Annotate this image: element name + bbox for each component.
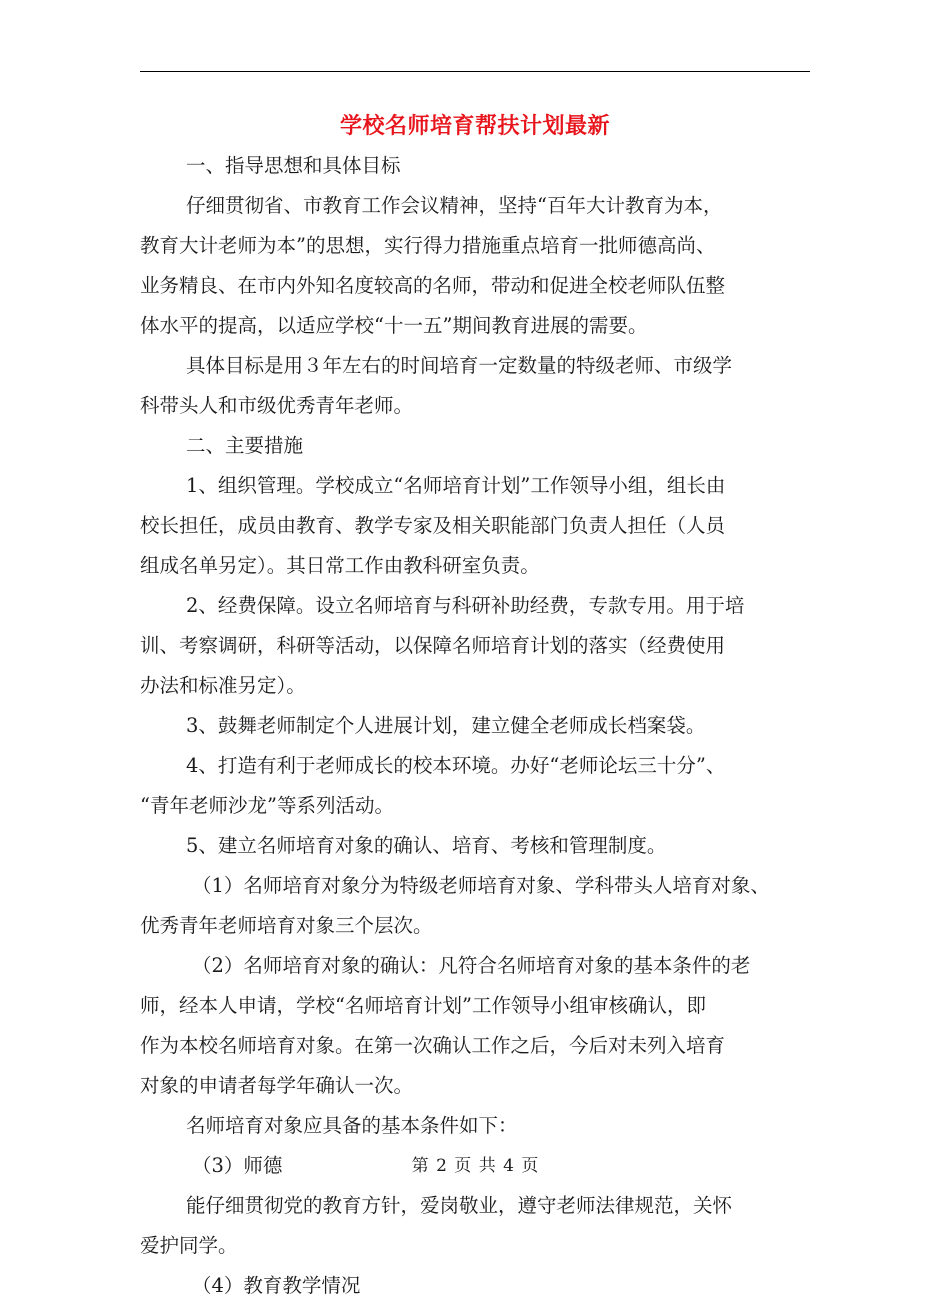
section-heading-2: 二、主要措施 xyxy=(186,434,304,457)
paragraph-line: 1、组织管理。学校成立“名师培育计划”工作领导小组，组长由 xyxy=(186,474,726,497)
paragraph-line: 能仔细贯彻党的教育方针，爱岗敬业，遵守老师法律规范，关怀 xyxy=(186,1194,733,1217)
page-number-footer: 第 2 页 共 4 页 xyxy=(411,1156,539,1176)
paragraph-line: （2）名师培育对象的确认：凡符合名师培育对象的基本条件的老 xyxy=(192,954,751,977)
paragraph-line: 师，经本人申请，学校“名师培育计划”工作领导小组审核确认，即 xyxy=(140,994,706,1017)
paragraph-line: （1）名师培育对象分为特级老师培育对象、学科带头人培育对象、 xyxy=(192,874,770,897)
paragraph-line: 优秀青年老师培育对象三个层次。 xyxy=(140,914,433,937)
subheading-line: （3）师德 xyxy=(192,1154,283,1177)
paragraph-line: 训、考察调研，科研等活动，以保障名师培育计划的落实（经费使用 xyxy=(140,634,726,657)
paragraph-line: 办法和标准另定）。 xyxy=(140,674,306,697)
paragraph-line: 对象的申请者每学年确认一次。 xyxy=(140,1074,414,1097)
paragraph-line: “青年老师沙龙”等系列活动。 xyxy=(140,794,394,817)
document-body xyxy=(140,151,812,1301)
paragraph-line: 3、鼓舞老师制定个人进展计划，建立健全老师成长档案袋。 xyxy=(186,714,706,737)
paragraph-line: 具体目标是用３年左右的时间培育一定数量的特级老师、市级学 xyxy=(186,354,733,377)
paragraph-line: 体水平的提高，以适应学校“十一五”期间教育进展的需要。 xyxy=(140,314,648,337)
paragraph-line: 名师培育对象应具备的基本条件如下： xyxy=(186,1114,518,1137)
subheading-line: （4）教育教学情况 xyxy=(192,1274,361,1297)
paragraph-line: 业务精良、在市内外知名度较高的名师，带动和促进全校老师队伍整 xyxy=(140,274,726,297)
paragraph-line: 科带头人和市级优秀青年老师。 xyxy=(140,394,414,417)
paragraph-line: 教育大计老师为本”的思想，实行得力措施重点培育一批师德高尚、 xyxy=(140,234,716,257)
paragraph-line: 爱护同学。 xyxy=(140,1234,238,1257)
paragraph-line: 校长担任，成员由教育、教学专家及相关职能部门负责人担任（人员 xyxy=(140,514,726,537)
paragraph-line: 2、经费保障。设立名师培育与科研补助经费，专款专用。用于培 xyxy=(186,594,745,617)
paragraph-line: 4、打造有利于老师成长的校本环境。办好“老师论坛三十分”、 xyxy=(186,754,726,777)
paragraph-line: 仔细贯彻省、市教育工作会议精神，坚持“百年大计教育为本， xyxy=(186,194,723,217)
paragraph-line: 5、建立名师培育对象的确认、培育、考核和管理制度。 xyxy=(186,834,667,857)
document-title: 学校名师培育帮扶计划最新 xyxy=(339,113,610,139)
paragraph-line: 作为本校名师培育对象。在第一次确认工作之后，今后对未列入培育 xyxy=(140,1034,726,1057)
section-heading-1: 一、指导思想和具体目标 xyxy=(186,154,401,177)
header-rule xyxy=(140,71,810,72)
paragraph-line: 组成名单另定）。其日常工作由教科研室负责。 xyxy=(140,554,540,577)
